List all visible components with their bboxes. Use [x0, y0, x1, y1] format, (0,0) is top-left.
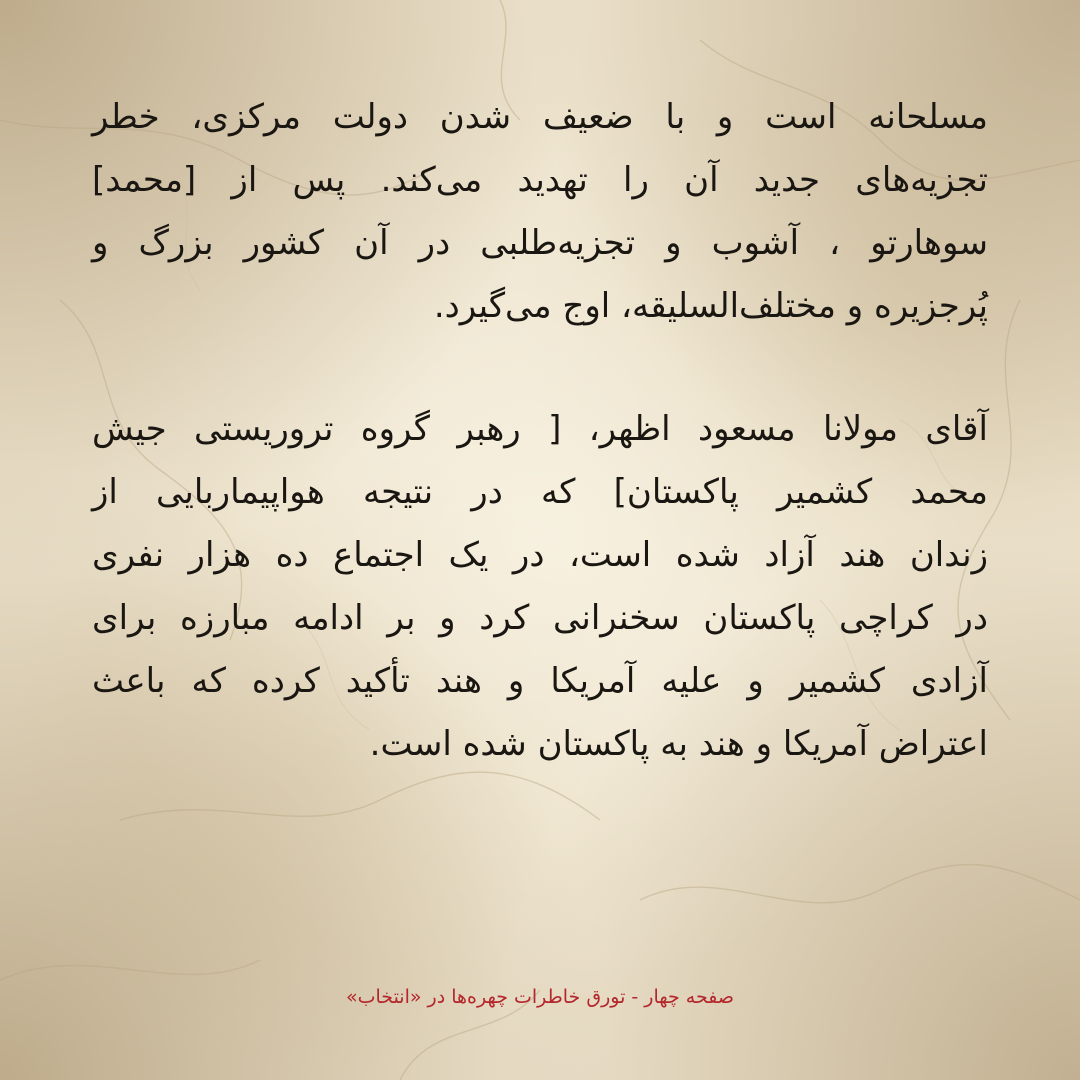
paragraph-1-line-1: مسلحانه است و با ضعیف شدن دولت مرکزی، خطر [92, 97, 988, 137]
paragraph-2-line-1: آقای مولانا مسعود اظهر، [ رهبر گروه تروریستی جیش [92, 409, 988, 449]
paragraph-2-line-3: زندان هند آزاد شده است، در یک اجتماع ده هزار نفری [92, 535, 988, 575]
paragraph-1 [92, 86, 988, 338]
paragraph-1-line-3: سوهارتو ، آشوب و تجزیه‌طلبی در آن کشور بزرگ و [92, 223, 988, 263]
paragraph-2-line-2: محمد کشمیر پاکستان] که در نتیجه هواپیماربایی از [92, 472, 988, 512]
paragraph-2-line-5: آزادی کشمیر و علیه آمریکا و هند تأکید کرده که باعث [92, 661, 988, 701]
paragraph-1-line-2: تجزیه‌های جدید آن را تهدید می‌کند. پس از [محمد] [92, 160, 988, 200]
paragraph-1-line-4: پُرجزیره و مختلف‌السلیقه، اوج می‌گیرد. [433, 286, 988, 326]
paragraph-2 [92, 398, 988, 776]
footer-caption: صفحه چهار - تورق خاطرات چهره‌ها در «انتخاب» [346, 986, 734, 1008]
paragraph-2-line-6: اعتراض آمریکا و هند به پاکستان شده است. [369, 724, 988, 764]
paragraph-2-line-4: در کراچی پاکستان سخنرانی کرد و بر ادامه مبارزه برای [92, 598, 988, 638]
